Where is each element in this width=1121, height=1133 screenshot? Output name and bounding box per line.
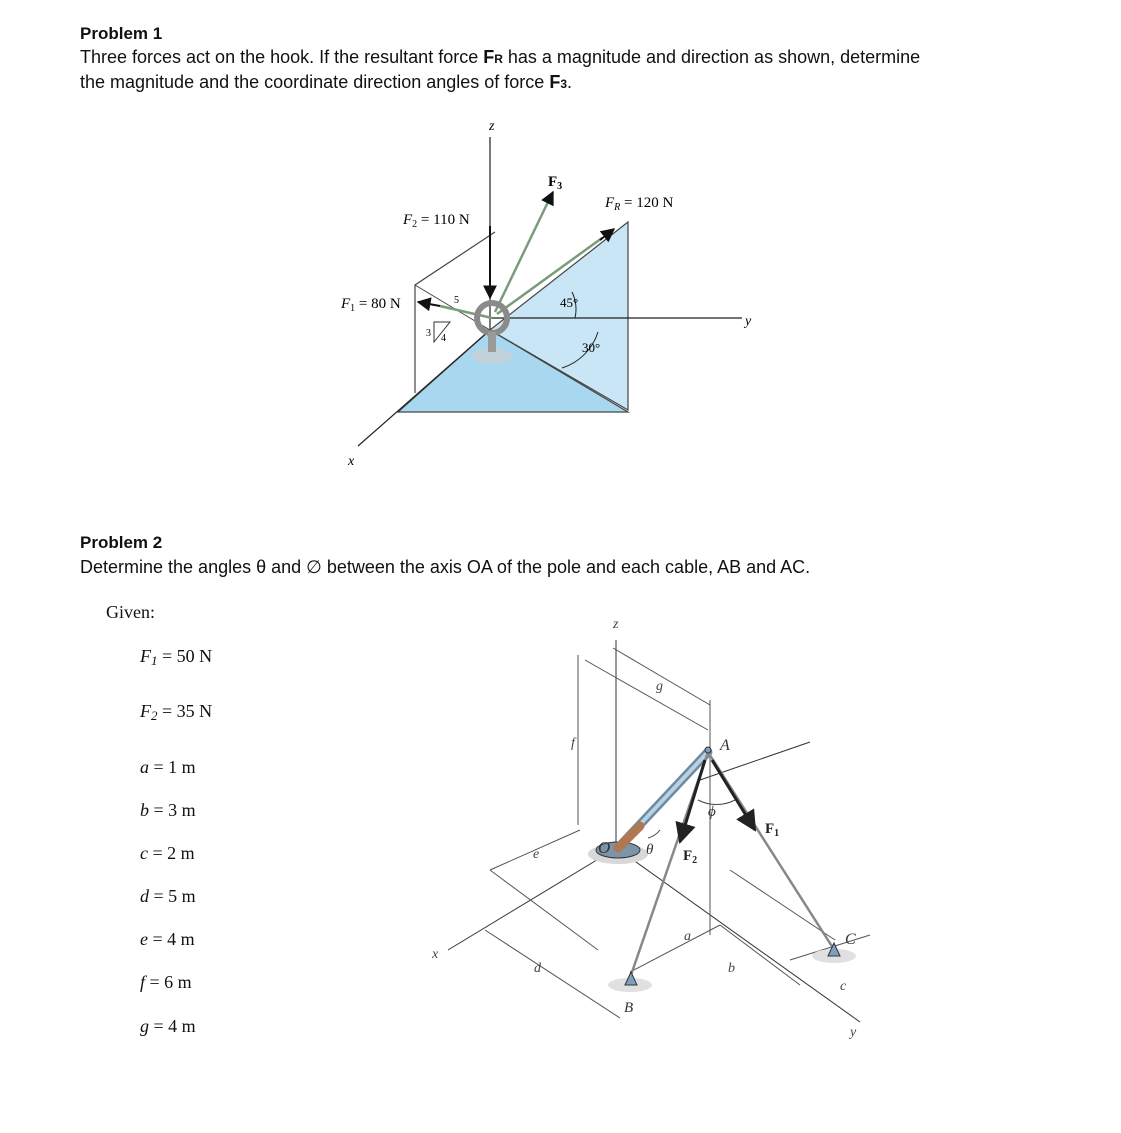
given-value: 4 m (168, 1016, 196, 1036)
z-axis-label: z (613, 617, 619, 632)
given-item (140, 757, 196, 778)
fr-label: $F_R = 120$ N (605, 195, 674, 213)
given-symbol: a (140, 757, 149, 777)
given-equals: = (149, 1016, 169, 1036)
given-subscript: 2 (151, 708, 158, 723)
x-axis-label: x (348, 454, 355, 469)
given-value: 4 m (167, 929, 195, 949)
given-equals: = (157, 701, 177, 721)
dim-d-label: d (534, 961, 541, 976)
f1-label: $F_1$ (765, 821, 780, 839)
f1-label: $F_1 = 80$ N (341, 296, 401, 314)
f3-arrow (548, 192, 553, 202)
dim-g-top-line (585, 660, 708, 730)
slope-3-label: 3 (426, 328, 431, 339)
given-item (140, 972, 192, 993)
point-a-marker (705, 747, 711, 753)
given-item (140, 929, 195, 950)
x-axis-label: x (432, 947, 439, 962)
dim-f-label: f (571, 736, 575, 751)
x-axis (448, 852, 610, 950)
dim-d-line (485, 930, 620, 1018)
dim-g-line (613, 648, 710, 705)
problem1-title: Problem 1 (80, 24, 163, 43)
dim-a-line (630, 925, 720, 972)
given-value: 6 m (164, 972, 192, 992)
f1-arrow (418, 302, 440, 306)
problem2-statement: Determine the angles θ and ∅ between the axis OA of the pole and each cable, AB and AC. (80, 557, 811, 577)
given-label: Given: (106, 602, 155, 622)
given-equals: = (148, 843, 168, 863)
given-symbol: g (140, 1016, 149, 1036)
problem1-statement: Three forces act on the hook. If the resultant force FR has a magnitude and direction as shown, determine the magnitude and the coordinate direction angles of force F3. (80, 47, 921, 92)
given-symbol: b (140, 800, 149, 820)
given-equals: = (149, 886, 169, 906)
given-item (140, 843, 195, 864)
dim-d-line-top (490, 870, 598, 950)
given-value: 50 N (176, 646, 213, 666)
given-value: 1 m (168, 757, 196, 777)
theta-arc (648, 830, 660, 838)
slope-4-label: 4 (441, 333, 446, 344)
given-equals: = (157, 646, 177, 666)
theta-label: θ (646, 842, 654, 858)
f2-label: $F_2 = 110$ N (403, 212, 470, 230)
given-value: 3 m (168, 800, 196, 820)
given-equals: = (148, 929, 168, 949)
given-item (140, 1016, 196, 1037)
given-symbol: d (140, 886, 149, 906)
dim-g-label: g (656, 679, 663, 694)
given-item (140, 701, 212, 724)
back-line (700, 742, 810, 780)
point-o-label: O (598, 838, 611, 857)
given-item (140, 646, 212, 669)
given-item (140, 800, 196, 821)
phi-arc (698, 800, 735, 805)
c-ref-line (730, 870, 835, 940)
given-value: 5 m (168, 886, 196, 906)
given-equals: = (145, 972, 165, 992)
pole-cable-figure (420, 605, 900, 1045)
given-item (140, 886, 196, 907)
given-value: 35 N (176, 701, 213, 721)
point-c-label: C (845, 931, 856, 948)
hook-force-figure (330, 110, 770, 470)
f2-label: $F_2$ (683, 848, 698, 866)
given-equals: = (149, 800, 169, 820)
y-axis-label: y (850, 1025, 857, 1040)
y-axis-label: y (745, 314, 752, 329)
hook-shank (488, 332, 496, 352)
f3-label: $F_3$ (548, 174, 563, 192)
given-equals: = (149, 757, 169, 777)
slope-5-label: 5 (454, 295, 459, 306)
point-a-label: A (720, 737, 730, 754)
angle-45-label: 45° (560, 295, 579, 310)
point-b-label: B (624, 1000, 634, 1016)
dim-a-label: a (684, 929, 691, 944)
problem2-title: Problem 2 (80, 533, 163, 552)
phi-label: ϕ (708, 804, 716, 820)
given-symbol: F (140, 646, 151, 666)
dim-b-line (720, 925, 800, 985)
given-value: 2 m (167, 843, 195, 863)
given-subscript: 1 (151, 653, 158, 668)
dim-e-label: e (533, 847, 540, 862)
given-symbol: e (140, 929, 148, 949)
given-symbol: c (140, 843, 148, 863)
z-axis-label: z (489, 119, 495, 134)
given-symbol: f (140, 972, 146, 992)
angle-30-label: 30° (582, 340, 601, 355)
given-symbol: F (140, 701, 151, 721)
dim-b-label: b (728, 961, 735, 976)
dim-c-label: c (840, 979, 847, 994)
f1-arrow (712, 760, 755, 830)
